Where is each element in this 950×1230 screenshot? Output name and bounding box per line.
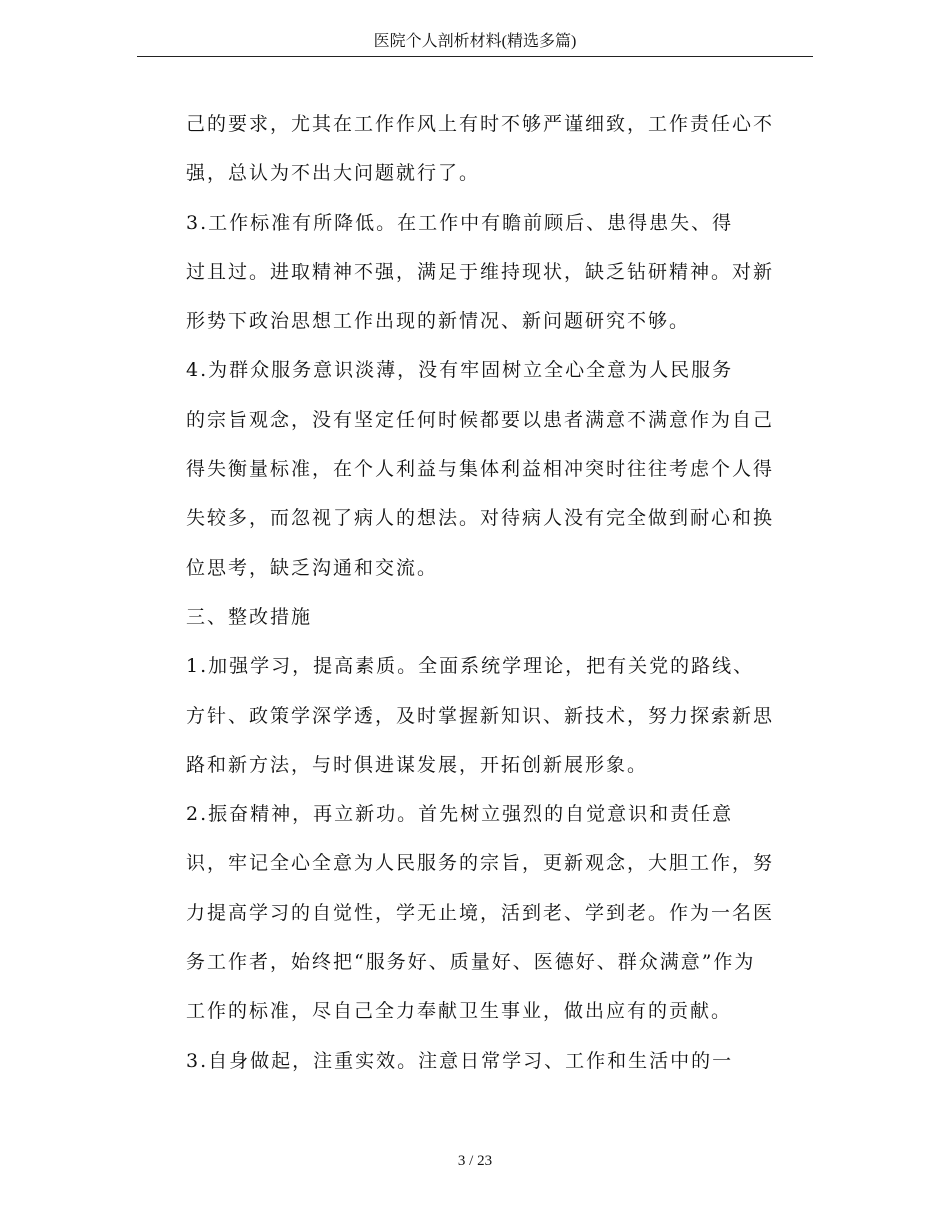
body-line: 3.自身做起，注重实效。注意日常学习、工作和生活中的一 — [186, 1049, 734, 1072]
body-line: 4.为群众服务意识淡薄，没有牢固树立全心全意为人民服务 — [186, 359, 734, 382]
body-line: 务工作者，始终把“服务好、质量好、医德好、群众满意”作为 — [186, 951, 756, 974]
body-line: 力提高学习的自觉性，学无止境，活到老、学到老。作为一名医 — [186, 901, 775, 924]
body-line: 得失衡量标准，在个人利益与集体利益相冲突时往往考虑个人得 — [186, 458, 775, 481]
document-body — [186, 106, 806, 1092]
body-line: 位思考，缺乏沟通和交流。 — [186, 556, 439, 579]
body-line: 3.工作标准有所降低。在工作中有瞻前顾后、患得患失、得 — [186, 211, 734, 234]
body-line: 2.振奋精神，再立新功。首先树立强烈的自觉意识和责任意 — [186, 803, 734, 826]
body-line: 识，牢记全心全意为人民服务的宗旨，更新观念，大胆工作，努 — [186, 852, 775, 875]
body-line: 过且过。进取精神不强，满足于维持现状，缺乏钻研精神。对新 — [186, 260, 775, 283]
body-line: 方针、政策学深学透，及时掌握新知识、新技术，努力探索新思 — [186, 704, 775, 727]
body-line: 己的要求，尤其在工作作风上有时不够严谨细致，工作责任心不 — [186, 113, 775, 135]
body-line: 工作的标准，尽自己全力奉献卫生事业，做出应有的贡献。 — [186, 1000, 733, 1023]
body-line: 形势下政治思想工作出现的新情况、新问题研究不够。 — [186, 310, 691, 333]
body-line: 1.加强学习，提高素质。全面系统学理论，把有关党的路线、 — [186, 655, 755, 678]
body-line: 的宗旨观念，没有坚定任何时候都要以患者满意不满意作为自己 — [186, 408, 775, 431]
document-title: 医院个人剖析材料(精选多篇) — [373, 33, 577, 50]
body-line: 失较多，而忽视了病人的想法。对待病人没有完全做到耐心和换 — [186, 507, 775, 530]
body-line: 强，总认为不出大问题就行了。 — [186, 162, 481, 185]
section-heading: 三、整改措施 — [186, 605, 313, 628]
page-header — [137, 30, 813, 57]
body-line: 路和新方法，与时俱进谋发展，开拓创新展形象。 — [186, 753, 649, 776]
page-number: 3 / 23 — [457, 1153, 493, 1169]
